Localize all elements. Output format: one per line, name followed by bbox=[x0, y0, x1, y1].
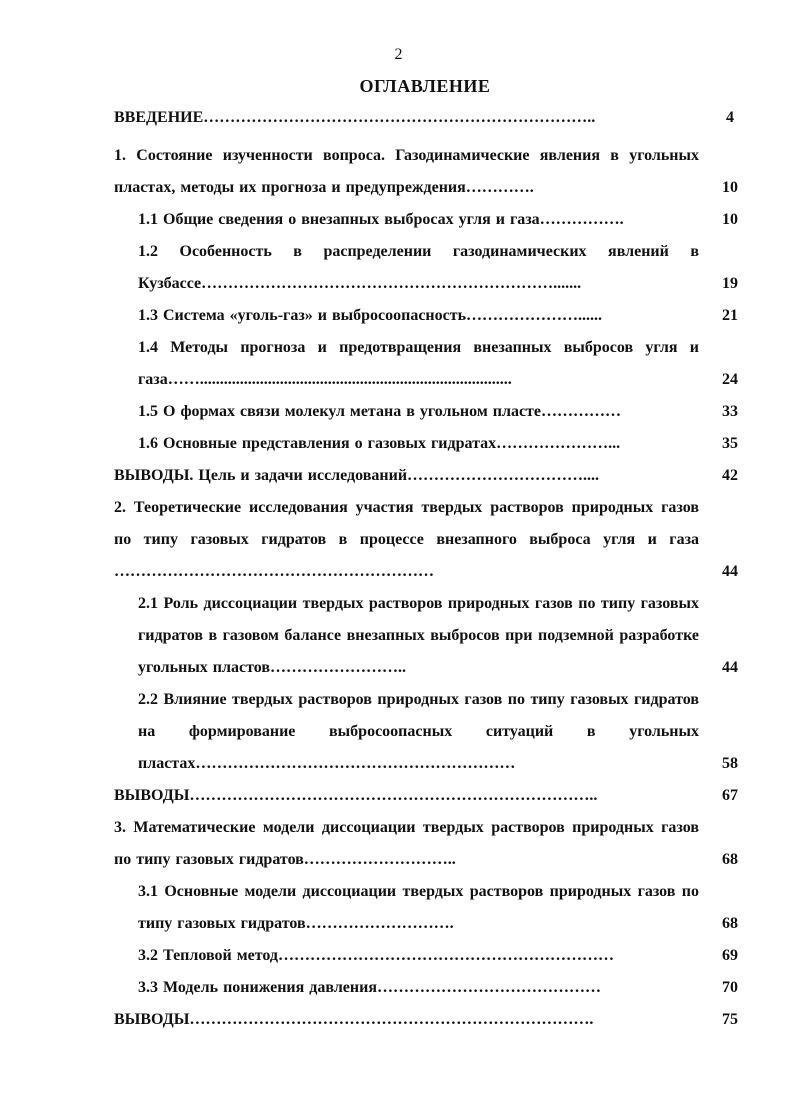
toc-entry-page: 58 bbox=[722, 755, 738, 772]
toc-entry-text: 1. Состояние изученности вопроса. Газодинамические явления в угольных пластах, методы их прогноза и предупреждения…………. bbox=[114, 147, 699, 196]
toc-entry-section-3-3[interactable] bbox=[0, 972, 797, 1004]
toc-entry-text: 1.4 Методы прогноза и предотвращения внезапных выбросов угля и газа…….............................................................................. bbox=[138, 339, 699, 388]
toc-entry-page: 67 bbox=[722, 787, 738, 804]
toc-entry-text: 3. Математические модели диссоциации твердых растворов природных газов по типу газовых гидратов……………………….. bbox=[114, 819, 699, 868]
toc-entry-text: 3.3 Модель понижения давления…………………………………… bbox=[138, 979, 601, 996]
toc-entry-page: 21 bbox=[722, 307, 738, 324]
toc-entry-page: 33 bbox=[722, 403, 738, 420]
toc-entry-text: 1.3 Система «уголь-газ» и выбросоопасность…………………...... bbox=[138, 307, 603, 324]
toc-entry-section-1-6[interactable] bbox=[0, 428, 797, 460]
toc-entry-text: 3.2 Тепловой метод……………………………………………………… bbox=[138, 947, 614, 964]
toc-entry-page: 10 bbox=[722, 179, 738, 196]
toc-entry-text: 2.1 Роль диссоциации твердых растворов природных газов по типу газовых гидратов в газовом балансе внезапных выбросов при подземной разработке угольных пластов…………………….. bbox=[138, 595, 699, 676]
toc-entry-text: 1.5 О формах связи молекул метана в угольном пласте…………… bbox=[138, 403, 621, 420]
toc-entry-page: 75 bbox=[722, 1011, 738, 1028]
toc-entry-chapter-3[interactable] bbox=[0, 812, 797, 876]
toc-entry-section-1-4[interactable] bbox=[0, 332, 797, 396]
toc-entry-page: 35 bbox=[722, 435, 738, 452]
toc-entry-section-3-2[interactable] bbox=[0, 940, 797, 972]
toc-entry-text: ВЫВОДЫ…………………………………………………………………. bbox=[114, 1011, 594, 1028]
toc-entry-text: ВВЕДЕНИЕ……………………………………………………………….. bbox=[114, 109, 596, 126]
toc-entry-page: 10 bbox=[722, 211, 738, 228]
toc-entry-page: 24 bbox=[722, 371, 738, 388]
toc-entry-page: 68 bbox=[722, 915, 738, 932]
toc-entry-text: 1.1 Общие сведения о внезапных выбросах угля и газа……………. bbox=[138, 211, 624, 228]
toc-title: ОГЛАВЛЕНИЕ bbox=[359, 76, 491, 96]
toc-entry-text: ВЫВОДЫ………………………………………………………………….. bbox=[114, 787, 598, 804]
toc-entry-section-3-1[interactable] bbox=[0, 876, 797, 940]
toc-entry-section-1-5[interactable] bbox=[0, 396, 797, 428]
toc-entry-chapter-1[interactable] bbox=[0, 140, 797, 204]
toc-entry-section-1-1[interactable] bbox=[0, 204, 797, 236]
toc-entry-section-1-3[interactable] bbox=[0, 300, 797, 332]
toc-entry-page: 44 bbox=[722, 563, 738, 580]
toc-entry-section-2-1[interactable] bbox=[0, 588, 797, 684]
toc-entry-section-1-2[interactable] bbox=[0, 236, 797, 300]
toc-entry-page: 70 bbox=[722, 979, 738, 996]
toc-entry-page: 42 bbox=[722, 467, 738, 484]
toc-entry-text: 1.2 Особенность в распределении газодинамических явлений в Кузбассе…………………………………………………………....... bbox=[138, 243, 699, 292]
toc-entry-conclusions-3[interactable] bbox=[0, 1004, 797, 1036]
toc-entry-text: 2. Теоретические исследования участия твердых растворов природных газов по типу газовых гидратов в процессе внезапного выброса угля и газа …………………………………………………… bbox=[114, 499, 699, 580]
toc-entry-page: 19 bbox=[722, 275, 738, 292]
toc-entry-chapter-2[interactable] bbox=[0, 492, 797, 588]
toc-entry-section-2-2[interactable] bbox=[0, 684, 797, 780]
toc-entry-page: 68 bbox=[722, 851, 738, 868]
toc-entry-introduction[interactable] bbox=[0, 102, 797, 134]
toc-entry-page: 69 bbox=[722, 947, 738, 964]
table-of-contents bbox=[0, 102, 797, 1036]
toc-entry-text: 1.6 Основные представления о газовых гидратах…………………... bbox=[138, 435, 621, 452]
toc-entry-conclusions-1[interactable] bbox=[0, 460, 797, 492]
toc-entry-page: 44 bbox=[722, 659, 738, 676]
toc-entry-text: ВЫВОДЫ. Цель и задачи исследований…………………………….... bbox=[114, 467, 600, 484]
page-number: 2 bbox=[394, 46, 403, 63]
toc-entry-page: 4 bbox=[726, 109, 734, 126]
toc-entry-text: 2.2 Влияние твердых растворов природных газов по типу газовых гидратов на формирование выбросоопасных ситуаций в угольных пластах…………………………………………………… bbox=[138, 691, 699, 772]
toc-entry-conclusions-2[interactable] bbox=[0, 780, 797, 812]
toc-entry-text: 3.1 Основные модели диссоциации твердых растворов природных газов по типу газовых гидратов………………………. bbox=[138, 883, 699, 932]
